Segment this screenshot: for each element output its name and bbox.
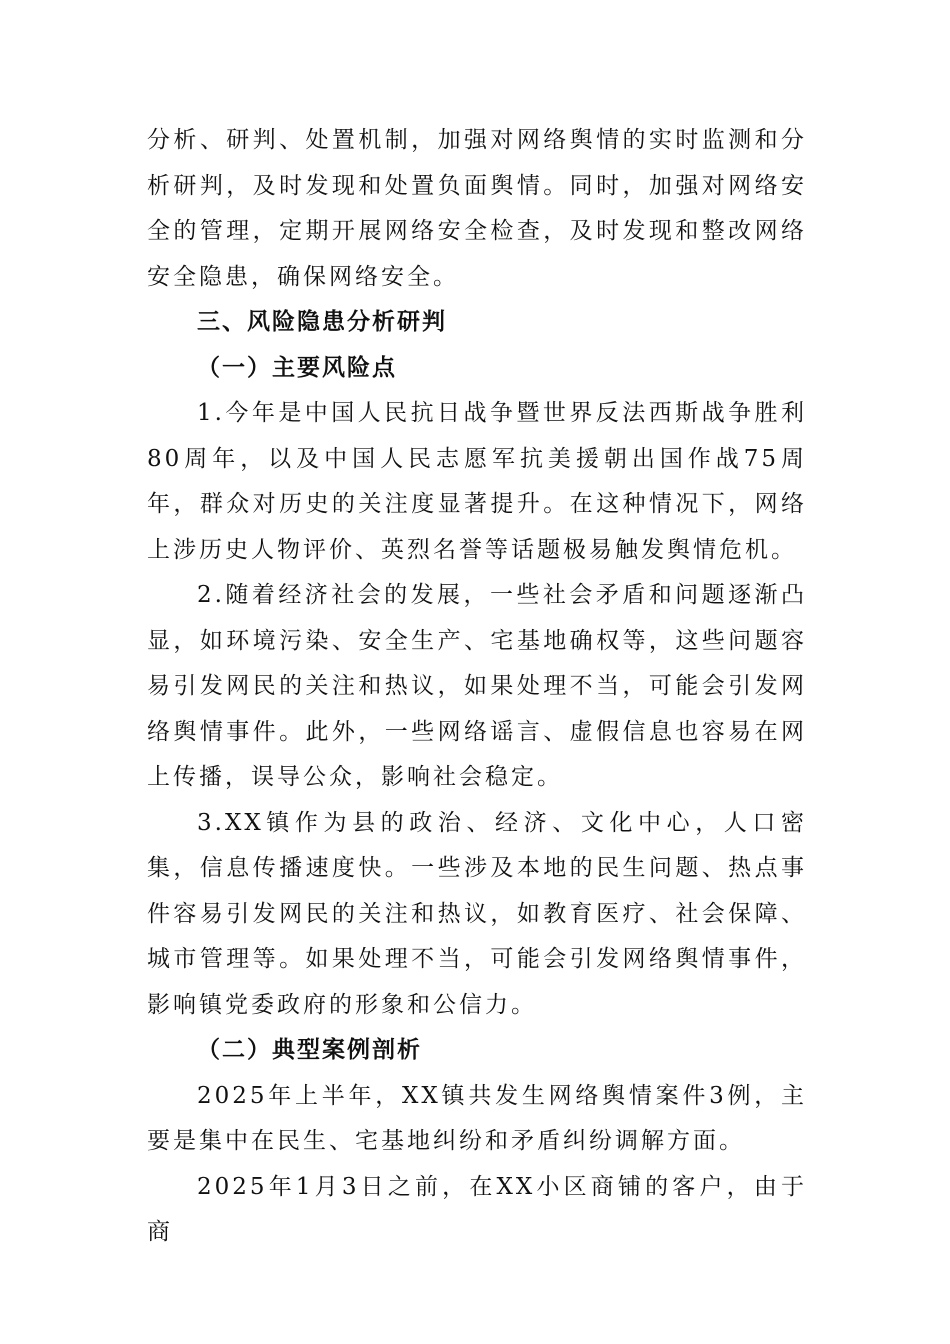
subsection-heading-case-analysis: （二）典型案例剖析: [197, 1037, 422, 1063]
intro-paragraph: 分析、研判、处置机制，加强对网络舆情的实时监测和分析研判，及时发现和处置负面舆情。同时，加强对网络安全的管理，定期开展网络安全检查，及时发现和整改网络安全隐患，确保网络安全。: [147, 127, 807, 290]
risk-point-1: 1.今年是中国人民抗日战争暨世界反法西斯战争胜利80周年，以及中国人民志愿军抗美援朝出国作战75周年，群众对历史的关注度显著提升。在这种情况下，网络上涉历史人物评价、英烈名誉等话题极易触发舆情危机。: [147, 400, 807, 563]
risk-point-3: 3.XX镇作为县的政治、经济、文化中心，人口密集，信息传播速度快。一些涉及本地的民生问题、热点事件容易引发网民的关注和热议，如教育医疗、社会保障、城市管理等。如果处理不当，可能会引发网络舆情事件，影响镇党委政府的形象和公信力。: [147, 809, 807, 1018]
case-summary-paragraph: 2025年上半年，XX镇共发生网络舆情案件3例，主要是集中在民生、宅基地纠纷和矛盾纠纷调解方面。: [147, 1082, 807, 1154]
risk-point-2: 2.随着经济社会的发展，一些社会矛盾和问题逐渐凸显，如环境污染、安全生产、宅基地确权等，这些问题容易引发网民的关注和热议，如果处理不当，可能会引发网络舆情事件。此外，一些网络谣言、虚假信息也容易在网上传播，误导公众，影响社会稳定。: [147, 582, 807, 790]
section-heading-risk-analysis: 三、风险隐患分析研判: [197, 309, 447, 335]
case-1-paragraph: 2025年1月3日之前，在XX小区商铺的客户，由于商: [147, 1173, 807, 1245]
document-page: [147, 118, 807, 1256]
subsection-heading-main-risks: （一）主要风险点: [197, 354, 397, 381]
